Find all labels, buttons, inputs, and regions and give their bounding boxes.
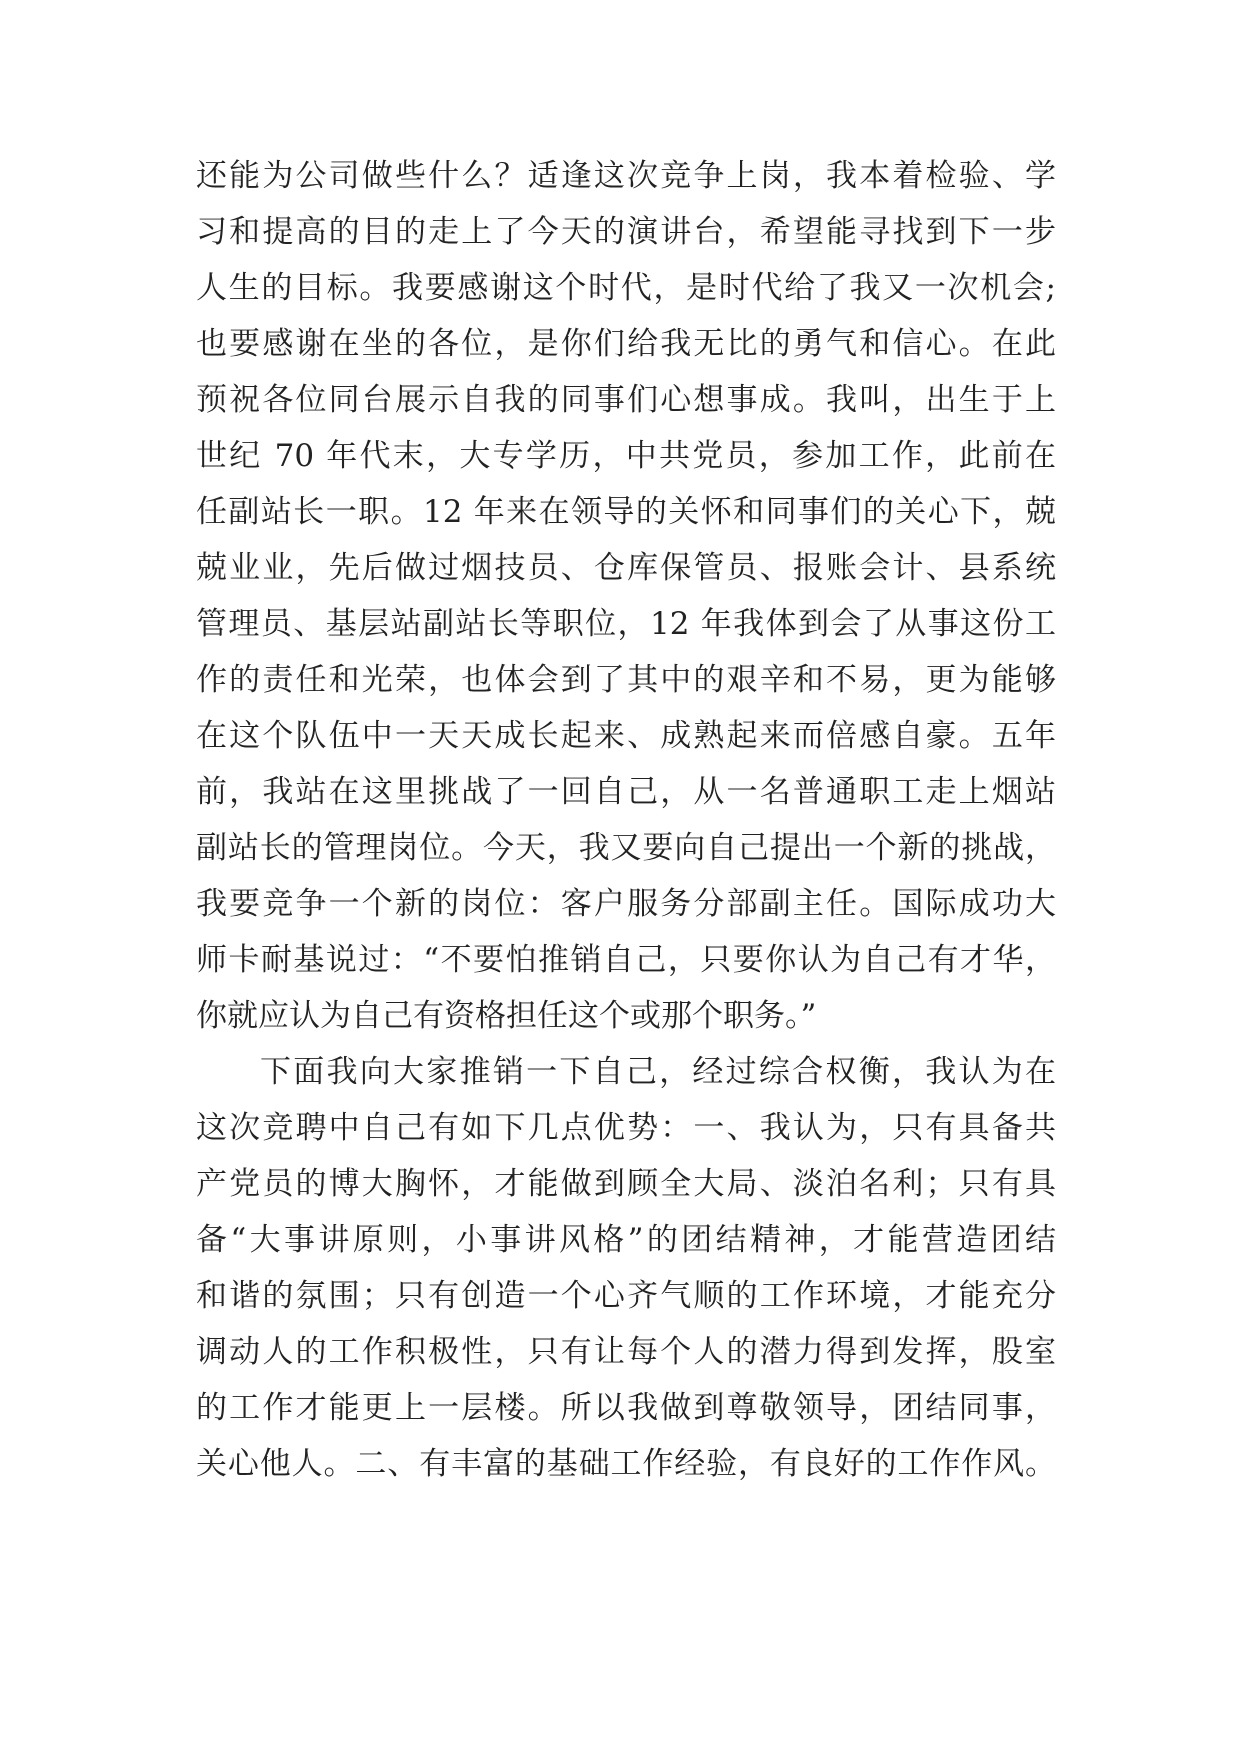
text-line: 人生的目标。我要感谢这个时代，是时代给了我又一次机会;: [196, 270, 1056, 306]
text-line: 在这个队伍中一天天成长起来、成熟起来而倍感自豪。五年: [196, 718, 1056, 754]
paragraph-1: [196, 148, 1056, 1044]
text-line: 作的责任和光荣，也体会到了其中的艰辛和不易，更为能够: [196, 662, 1056, 698]
text-line: 和谐的氛围；只有创造一个心齐气顺的工作环境，才能充分: [196, 1278, 1056, 1314]
text-line: 管理员、基层站副站长等职位，12 年我体到会了从事这份工: [196, 606, 1056, 642]
text-line: 前，我站在这里挑战了一回自己，从一名普通职工走上烟站: [196, 774, 1056, 810]
text-line: 也要感谢在坐的各位，是你们给我无比的勇气和信心。在此: [196, 326, 1056, 362]
text-line: 我要竞争一个新的岗位：客户服务分部副主任。国际成功大: [196, 886, 1056, 922]
text-line: 还能为公司做些什么？适逢这次竞争上岗，我本着检验、学: [196, 158, 1056, 194]
text-line: 世纪 70 年代末，大专学历，中共党员，参加工作，此前在: [196, 438, 1056, 474]
paragraph-2: [196, 1044, 1056, 1492]
text-line: 你就应认为自己有资格担任这个或那个职务。”: [196, 998, 817, 1034]
text-line: 副站长的管理岗位。今天，我又要向自己提出一个新的挑战，: [196, 830, 1056, 866]
text-line: 预祝各位同台展示自我的同事们心想事成。我叫，出生于上: [196, 382, 1056, 418]
text-line: 兢业业，先后做过烟技员、仓库保管员、报账会计、县系统: [196, 550, 1056, 586]
text-line: 关心他人。二、有丰富的基础工作经验，有良好的工作作风。: [196, 1446, 1056, 1482]
text-line: 这次竞聘中自己有如下几点优势：一、我认为，只有具备共: [196, 1110, 1056, 1146]
text-line: 师卡耐基说过：“不要怕推销自己，只要你认为自己有才华，: [196, 942, 1056, 978]
text-line: 下面我向大家推销一下自己，经过综合权衡，我认为在: [260, 1054, 1056, 1090]
text-line: 备“大事讲原则，小事讲风格”的团结精神，才能营造团结: [196, 1222, 1056, 1258]
document-body: [196, 148, 1056, 1492]
text-line: 的工作才能更上一层楼。所以我做到尊敬领导，团结同事，: [196, 1390, 1056, 1426]
text-line: 任副站长一职。12 年来在领导的关怀和同事们的关心下，兢: [196, 494, 1056, 530]
text-line: 调动人的工作积极性，只有让每个人的潜力得到发挥，股室: [196, 1334, 1056, 1370]
text-line: 习和提高的目的走上了今天的演讲台，希望能寻找到下一步: [196, 214, 1056, 250]
text-line: 产党员的博大胸怀，才能做到顾全大局、淡泊名利；只有具: [196, 1166, 1056, 1202]
